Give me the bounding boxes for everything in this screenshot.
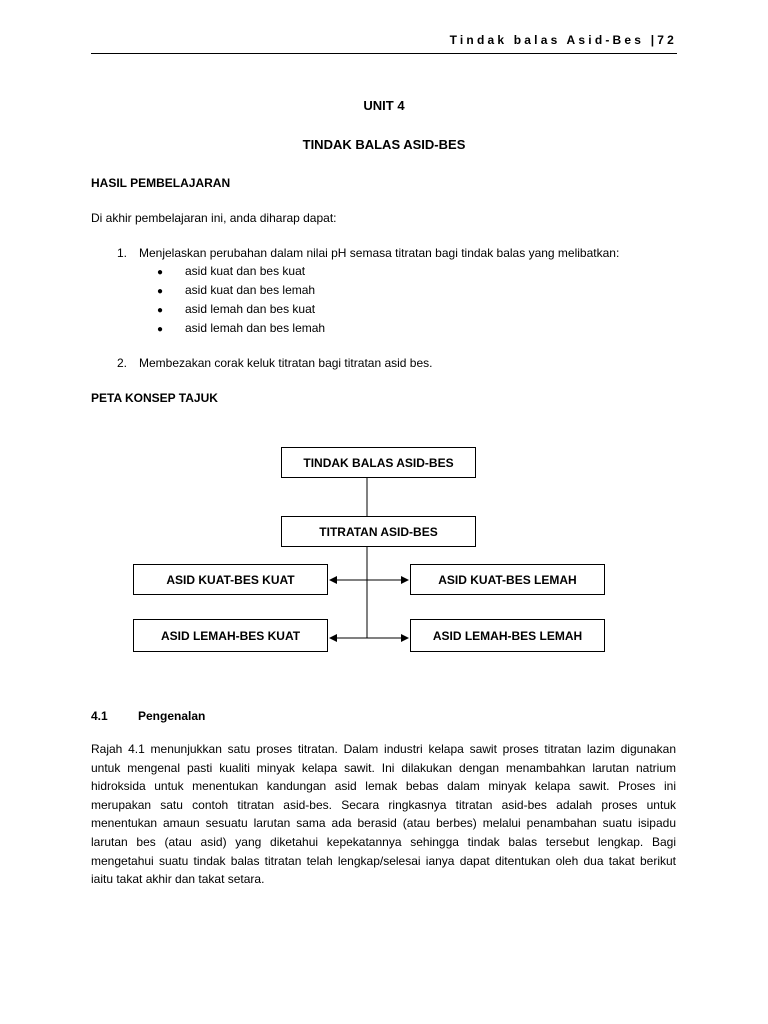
- concept-box-strong-acid-strong-base: ASID KUAT-BES KUAT: [133, 564, 328, 595]
- bullet-icon: ●: [157, 267, 164, 278]
- outcome-item-2: [117, 356, 432, 370]
- list-item: [157, 283, 325, 302]
- bullet-icon: ●: [157, 305, 164, 316]
- header-rule: [91, 53, 677, 54]
- concept-box-weak-acid-weak-base: ASID LEMAH-BES LEMAH: [410, 619, 605, 652]
- list-item: [157, 321, 325, 340]
- bullet-text: asid kuat dan bes kuat: [185, 264, 306, 278]
- bullet-text: asid lemah dan bes lemah: [185, 321, 326, 335]
- concept-box-titration: TITRATAN ASID-BES: [281, 516, 476, 547]
- outcome-bullet-list: [157, 264, 325, 340]
- list-item: [157, 302, 325, 321]
- concept-map: [0, 440, 768, 665]
- unit-title: TINDAK BALAS ASID-BES: [302, 137, 466, 152]
- outcome-number: 1.: [117, 246, 128, 260]
- bullet-text: asid lemah dan bes kuat: [185, 302, 316, 316]
- running-header: Tindak balas Asid-Bes |72: [449, 33, 677, 47]
- outcome-text: Membezakan corak keluk titratan bagi titratan asid bes.: [139, 356, 433, 370]
- section-paragraph: Rajah 4.1 menunjukkan satu proses titratan. Dalam industri kelapa sawit proses titratan lazim digunakan untuk mengenal pasti kualiti minyak kelapa sawit. Ini dilakukan dengan menambahkan larutan natrium hidroksida untuk menentukan kandungan asid lemak bebas dalam minyak kelapa sawit. Proses ini merupakan satu contoh titratan asid-bes. Secara ringkasnya titratan asid-bes adalah proses untuk menentukan amaun sesuatu larutan sama ada berasid (atau berbes) melalui penambahan suatu isipadu larutan bes (atau asid) yang diketahui kepekatannya sehingga tindak balas tersebut lengkap. Bagi mengetahui suatu tindak balas titratan telah lengkap/selesai ianya dapat ditentukan oleh dua takat berikut iaitu takat akhir dan takat setara.: [91, 742, 676, 887]
- section-number: 4.1: [91, 709, 108, 723]
- outcome-item-1: [117, 246, 619, 260]
- outcome-text: Menjelaskan perubahan dalam nilai pH semasa titratan bagi tindak balas yang melibatkan:: [139, 246, 620, 260]
- bullet-text: asid kuat dan bes lemah: [185, 283, 316, 297]
- concept-map-heading: PETA KONSEP TAJUK: [91, 391, 218, 405]
- bullet-icon: ●: [157, 286, 164, 297]
- learning-outcomes-intro: Di akhir pembelajaran ini, anda diharap dapat:: [91, 211, 337, 225]
- outcome-number: 2.: [117, 356, 128, 370]
- learning-outcomes-heading: HASIL PEMBELAJARAN: [91, 176, 231, 190]
- list-item: [157, 264, 325, 283]
- concept-box-strong-acid-weak-base: ASID KUAT-BES LEMAH: [410, 564, 605, 595]
- concept-box-weak-acid-strong-base: ASID LEMAH-BES KUAT: [133, 619, 328, 652]
- concept-box-root: TINDAK BALAS ASID-BES: [281, 447, 476, 478]
- unit-label: UNIT 4: [363, 98, 405, 113]
- section-heading: [91, 709, 205, 723]
- section-title: Pengenalan: [138, 709, 206, 723]
- bullet-icon: ●: [157, 324, 164, 335]
